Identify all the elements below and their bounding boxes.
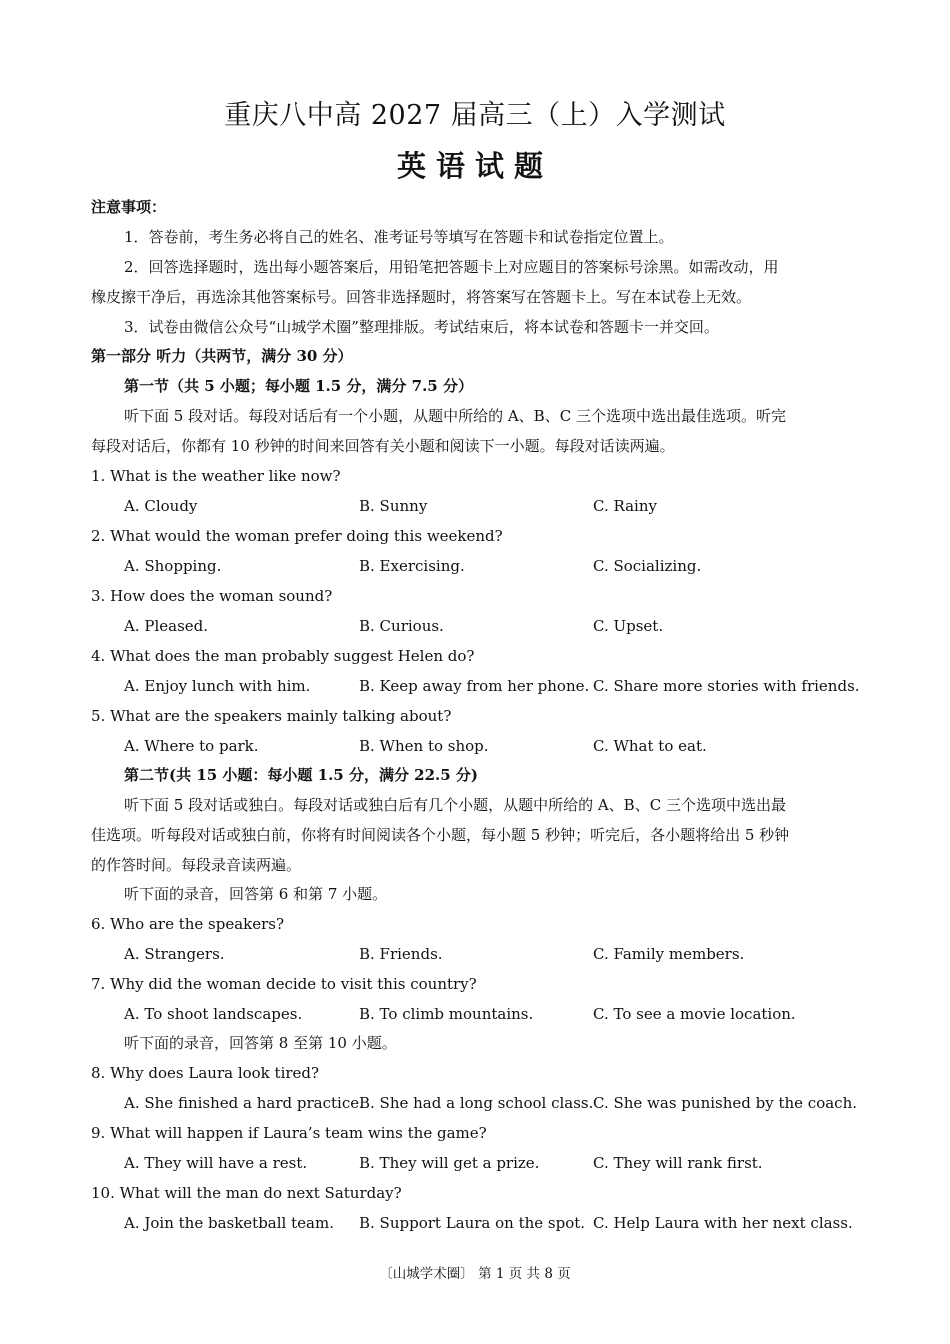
question-text: 1. What is the weather like now? [91, 467, 341, 485]
option-c: C. What to eat. [593, 737, 707, 755]
option-b: B. Keep away from her phone. [359, 677, 590, 695]
option-a: A. To shoot landscapes. [124, 1005, 303, 1023]
option-a: A. They will have a rest. [124, 1154, 308, 1172]
notes-item: 橡皮擦干净后，再选涂其他答案标号。回答非选择题时，将答案写在答题卡上。写在本试卷上无效。 [91, 288, 752, 306]
question-text: 5. What are the speakers mainly talking about? [91, 707, 452, 725]
page-title: 重庆八中高 2027 届高三（上）入学测试 [224, 100, 726, 131]
option-b: B. Sunny [359, 497, 428, 515]
option-c: C. Share more stories with friends. [593, 677, 860, 695]
page-subtitle: 英语试题 [396, 149, 553, 183]
option-b: B. To climb mountains. [359, 1005, 534, 1023]
option-b: B. Curious. [359, 617, 444, 635]
section-instructions: 佳选项。听每段对话或独白前，你将有时间阅读各个小题，每小题 5 秒钟；听完后，各小题将给出 5 秒钟 [91, 826, 790, 844]
option-b: B. She had a long school class. [359, 1094, 594, 1112]
option-a: A. Pleased. [124, 617, 209, 635]
notes-heading: 注意事项： [91, 198, 167, 216]
option-a: A. Where to park. [124, 737, 259, 755]
option-b: B. Friends. [359, 945, 443, 963]
part-heading: 第一部分 听力（共两节，满分 30 分） [91, 347, 353, 365]
question-text: 3. How does the woman sound? [91, 587, 333, 605]
section-instructions: 听下面 5 段对话。每段对话后有一个小题，从题中所给的 A、B、C 三个选项中选出最佳选项。听完 [124, 407, 786, 425]
question-text: 2. What would the woman prefer doing this weekend? [91, 527, 503, 545]
option-c: C. To see a movie location. [593, 1005, 796, 1023]
option-b: B. When to shop. [359, 737, 489, 755]
question-text: 8. Why does Laura look tired? [91, 1064, 320, 1082]
section-instructions: 每段对话后，你都有 10 秒钟的时间来回答有关小题和阅读下一小题。每段对话读两遍。 [91, 437, 675, 455]
notes-item: 3．试卷由微信公众号“山城学术圈”整理排版。考试结束后，将本试卷和答题卡一并交回。 [124, 318, 719, 336]
option-b: B. They will get a prize. [359, 1154, 540, 1172]
option-c: C. Socializing. [593, 557, 702, 575]
section-instructions: 的作答时间。每段录音读两遍。 [91, 856, 302, 874]
option-c: C. They will rank first. [593, 1154, 763, 1172]
option-c: C. Upset. [593, 617, 664, 635]
option-a: A. Shopping. [124, 557, 222, 575]
option-b: B. Support Laura on the spot. [359, 1214, 586, 1232]
notes-item: 1．答卷前，考生务必将自己的姓名、准考证号等填写在答题卡和试卷指定位置上。 [124, 228, 674, 246]
question-text: 4. What does the man probably suggest Helen do? [91, 647, 475, 665]
section-instructions: 听下面 5 段对话或独白。每段对话或独白后有几个小题，从题中所给的 A、B、C 三个选项中选出最 [124, 796, 786, 814]
option-b: B. Exercising. [359, 557, 465, 575]
notes-item: 2．回答选择题时，选出每小题答案后，用铅笔把答题卡上对应题目的答案标号涂黑。如需改动，用 [124, 258, 779, 276]
option-a: A. Join the basketball team. [124, 1214, 334, 1232]
question-text: 6. Who are the speakers? [91, 915, 285, 933]
option-c: C. Family members. [593, 945, 745, 963]
option-a: A. Enjoy lunch with him. [124, 677, 311, 695]
option-a: A. Strangers. [124, 945, 225, 963]
option-c: C. She was punished by the coach. [593, 1094, 858, 1112]
audio-instruction: 听下面的录音，回答第 8 至第 10 小题。 [124, 1034, 397, 1052]
section-heading: 第一节（共 5 小题；每小题 1.5 分，满分 7.5 分） [124, 377, 473, 395]
page-footer: 〔山城学术圈〕 第 1 页 共 8 页 [379, 1266, 571, 1282]
question-text: 10. What will the man do next Saturday? [91, 1184, 402, 1202]
question-text: 9. What will happen if Laura’s team wins the game? [91, 1124, 487, 1142]
section-heading: 第二节(共 15 小题：每小题 1.5 分，满分 22.5 分) [124, 766, 479, 784]
audio-instruction: 听下面的录音，回答第 6 和第 7 小题。 [124, 885, 388, 903]
option-a: A. Cloudy [124, 497, 198, 515]
option-c: C. Rainy [593, 497, 657, 515]
question-text: 7. Why did the woman decide to visit this country? [91, 975, 477, 993]
option-c: C. Help Laura with her next class. [593, 1214, 853, 1232]
option-a: A. She finished a hard practice. [124, 1094, 364, 1112]
